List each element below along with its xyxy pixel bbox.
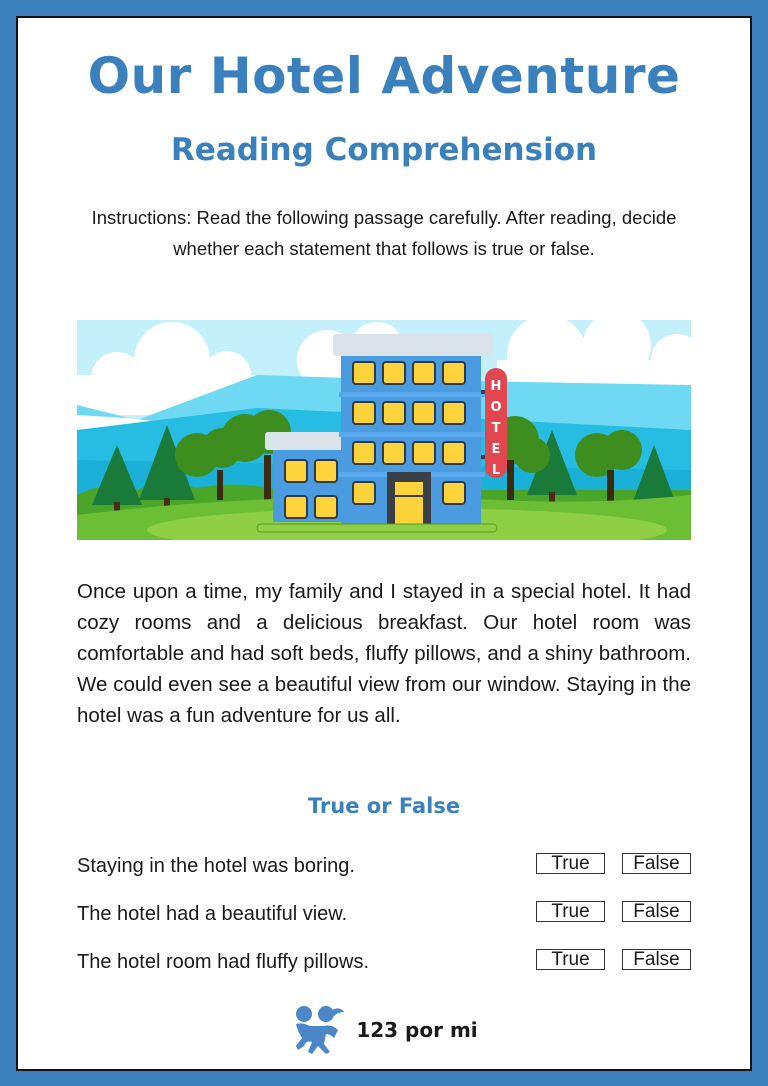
reading-passage: Once upon a time, my family and I stayed in a special hotel. It had cozy rooms and a delicious breakfast. Our hotel room was comfortable and had soft beds, fluffy pillows, and a shiny bathroom. We could even see a beautiful view from our window. Staying in the hotel was a fun adventure for us all. — [77, 580, 691, 727]
true-false-item — [77, 944, 691, 992]
true-option-button[interactable]: True — [536, 853, 605, 874]
true-false-heading: True or False — [307, 794, 461, 818]
page-title: Our Hotel Adventure — [87, 47, 681, 105]
footer — [18, 1004, 750, 1056]
instructions-text: Instructions: Read the following passage carefully. After reading, decide whether each statement that follows is true or false. — [91, 207, 677, 259]
false-option-button[interactable]: False — [622, 949, 691, 970]
worksheet-page — [16, 16, 752, 1071]
svg-text:E: E — [491, 442, 501, 457]
kids-playing-logo-icon — [290, 1004, 348, 1056]
true-false-item — [77, 896, 691, 944]
hotel-illustration — [77, 320, 691, 540]
page-subtitle: Reading Comprehension — [170, 132, 598, 168]
true-false-list — [77, 848, 691, 992]
statement-text: The hotel room had fluffy pillows. — [77, 951, 370, 973]
statement-text: The hotel had a beautiful view. — [77, 903, 348, 925]
true-option-button[interactable]: True — [536, 901, 605, 922]
svg-text:H: H — [490, 379, 502, 394]
hotel-sign-text — [490, 379, 501, 478]
svg-text:O: O — [490, 400, 502, 415]
false-option-button[interactable]: False — [622, 853, 691, 874]
svg-text:L: L — [491, 463, 501, 478]
true-false-item — [77, 848, 691, 896]
svg-text:T: T — [491, 421, 501, 436]
true-option-button[interactable]: True — [536, 949, 605, 970]
statement-text: Staying in the hotel was boring. — [77, 855, 355, 877]
brand-name: 123 por mi — [356, 1018, 478, 1042]
false-option-button[interactable]: False — [622, 901, 691, 922]
